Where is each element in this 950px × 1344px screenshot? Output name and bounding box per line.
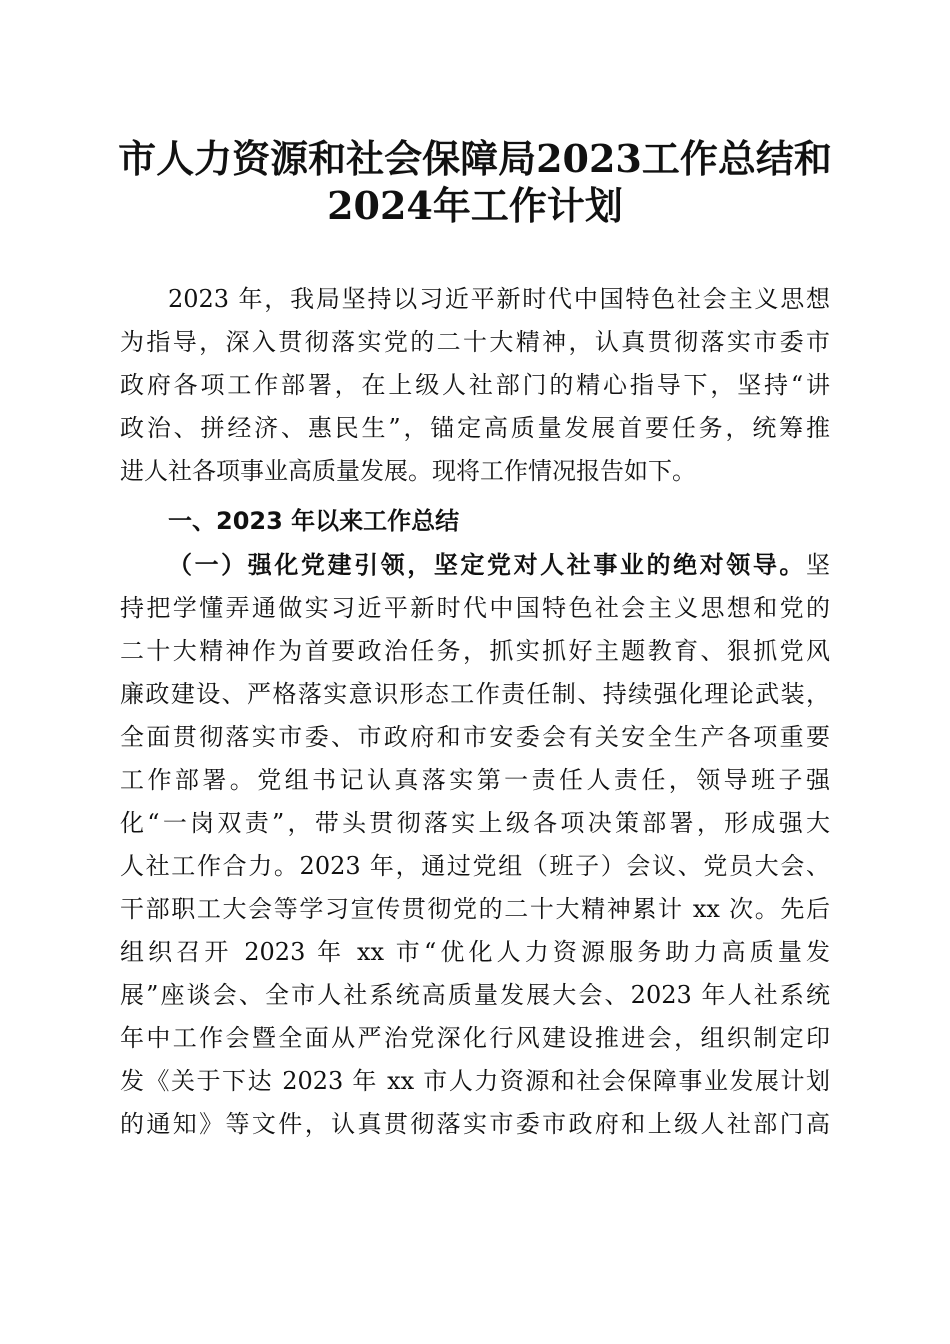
intro-line-5: 进人社各项事业高质量发展。现将工作情况报告如下。 (120, 457, 696, 485)
body-line-12: 发《关于下达 2023 年 xx 市人力资源和社会保障事业发展计划 (120, 1067, 830, 1095)
subsection-1-title: （一）强化党建引领，坚定党对人社事业的绝对领导。 (168, 550, 806, 579)
intro-line-4: 政治、拼经济、惠民生”，锚定高质量发展首要任务，统筹推 (120, 414, 830, 442)
body-line-3: 廉政建设、严格落实意识形态工作责任制、持续强化理论武装， (120, 680, 830, 708)
body-line-10: 展”座谈会、全市人社系统高质量发展大会、2023 年人社系统 (120, 981, 830, 1009)
body-line-5: 工作部署。党组书记认真落实第一责任人责任，领导班子强 (120, 766, 830, 794)
document-title-line-1: 市人力资源和社会保障局2023工作总结和 (118, 136, 832, 181)
document-title-line-2: 2024年工作计划 (327, 183, 623, 228)
section-heading-1: 一、2023 年以来工作总结 (168, 507, 460, 535)
body-line-1: 持把学懂弄通做实习近平新时代中国特色社会主义思想和党的 (120, 594, 830, 622)
body-line-7: 人社工作合力。2023 年，通过党组（班子）会议、党员大会、 (120, 852, 830, 880)
body-line-2: 二十大精神作为首要政治任务，抓实抓好主题教育、狠抓党风 (120, 637, 830, 665)
subsection-1-first-line (168, 547, 830, 583)
intro-line-3: 政府各项工作部署，在上级人社部门的精心指导下，坚持“讲 (120, 371, 830, 399)
body-line-13: 的通知》等文件，认真贯彻落实市委市政府和上级人社部门高 (120, 1110, 830, 1138)
body-line-11: 年中工作会暨全面从严治党深化行风建设推进会，组织制定印 (120, 1024, 830, 1052)
intro-line-2: 为指导，深入贯彻落实党的二十大精神，认真贯彻落实市委市 (120, 328, 830, 356)
subsection-1-first-line-tail: 坚 (806, 551, 830, 579)
intro-line-1: 2023 年，我局坚持以习近平新时代中国特色社会主义思想 (168, 285, 830, 313)
body-line-8: 干部职工大会等学习宣传贯彻党的二十大精神累计 xx 次。先后 (120, 895, 830, 923)
body-line-4: 全面贯彻落实市委、市政府和市安委会有关安全生产各项重要 (120, 723, 830, 751)
body-line-9: 组织召开 2023 年 xx 市“优化人力资源服务助力高质量发 (120, 938, 830, 966)
body-line-6: 化“一岗双责”，带头贯彻落实上级各项决策部署，形成强大 (120, 809, 830, 837)
